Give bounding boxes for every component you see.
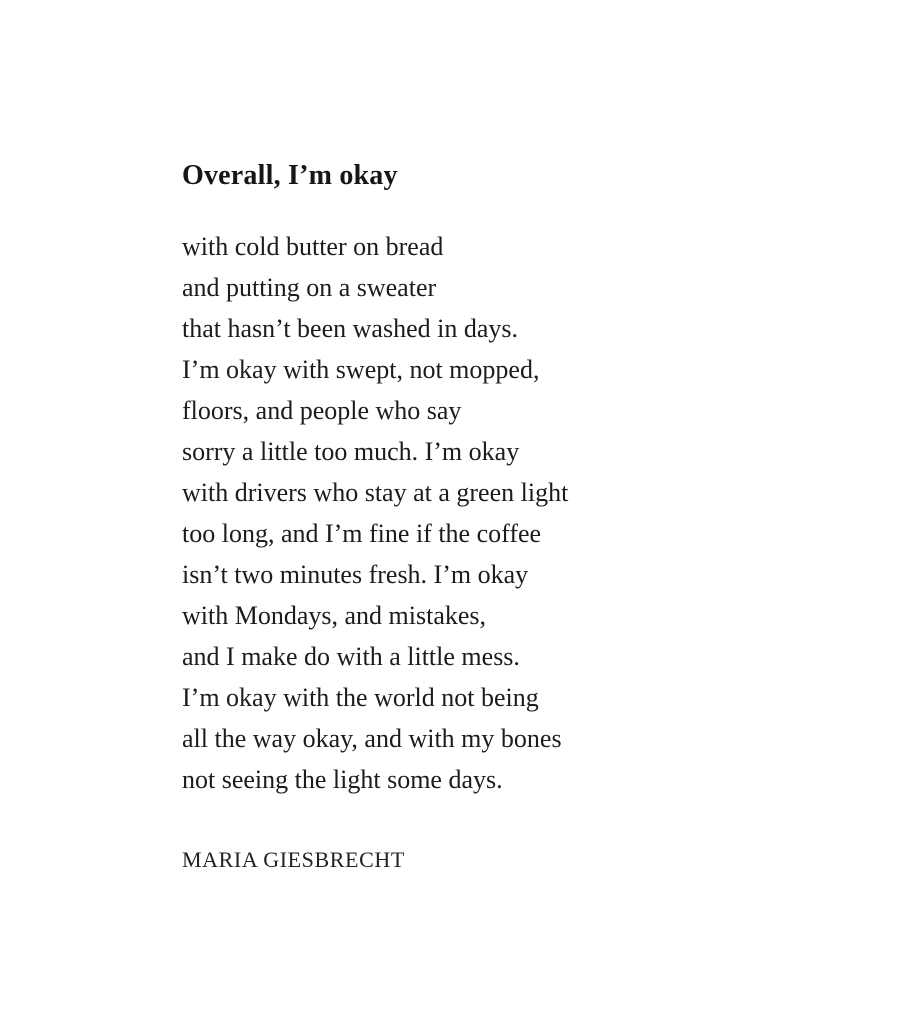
poem-line: with cold butter on bread [182,232,444,261]
poem-content [182,158,742,873]
poem-line: isn’t two minutes fresh. I’m okay [182,560,529,589]
poem-line: I’m okay with the world not being [182,683,539,712]
poem-line: floors, and people who say [182,396,462,425]
poem-line: not seeing the light some days. [182,765,503,794]
poem-line: and I make do with a little mess. [182,642,520,671]
poem-title: Overall, I’m okay [182,160,398,191]
poem-line: that hasn’t been washed in days. [182,314,518,343]
poem-line: sorry a little too much. I’m okay [182,437,520,466]
poem-line: and putting on a sweater [182,273,437,302]
poem-line: all the way okay, and with my bones [182,724,562,753]
poem-body [182,226,742,800]
poem-line: with Mondays, and mistakes, [182,601,487,630]
poem-line: with drivers who stay at a green light [182,478,569,507]
poem-author: MARIA GIESBRECHT [182,847,405,872]
poem-line: too long, and I’m fine if the coffee [182,519,542,548]
poem-line: I’m okay with swept, not mopped, [182,355,540,384]
